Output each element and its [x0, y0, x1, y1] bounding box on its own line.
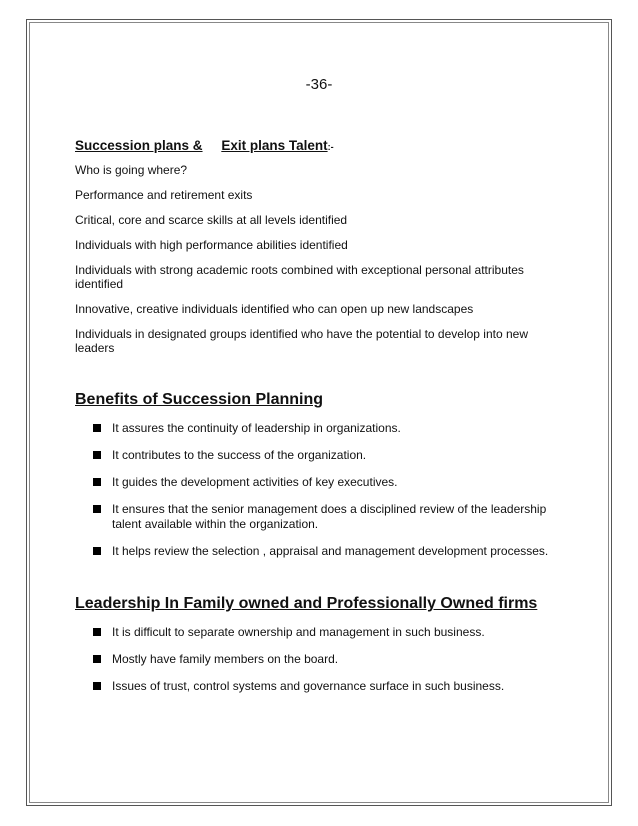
paragraph-line: Individuals in designated groups identified who have the potential to develop into new leaders	[75, 327, 528, 355]
bullet-square-icon	[93, 655, 101, 663]
heading-suffix: :-	[327, 142, 334, 152]
benefits-list	[75, 421, 565, 559]
section-heading-succession-plans	[75, 138, 565, 153]
bullet-square-icon	[93, 451, 101, 459]
bullet-square-icon	[93, 424, 101, 432]
bullet-square-icon	[93, 682, 101, 690]
page-number: -36-	[305, 76, 333, 93]
list-item-text: It contributes to the success of the organization.	[112, 448, 367, 462]
list-item	[93, 544, 565, 559]
section-heading-leadership: Leadership In Family owned and Professionally Owned firms	[75, 595, 538, 612]
bullet-square-icon	[93, 547, 101, 555]
list-item	[93, 421, 565, 436]
heading-part-2: Exit plans Talent	[221, 138, 328, 153]
leadership-list	[75, 625, 565, 694]
list-item	[93, 502, 565, 532]
paragraph-line: Performance and retirement exits	[75, 188, 253, 202]
list-item	[93, 448, 565, 463]
list-item	[93, 475, 565, 490]
list-item-text: It ensures that the senior management does a disciplined review of the leadership talent available within the organization.	[112, 502, 547, 531]
list-item	[93, 652, 565, 667]
section-heading-benefits: Benefits of Succession Planning	[75, 391, 324, 408]
list-item-text: It guides the development activities of key executives.	[112, 475, 398, 489]
list-item-text: It assures the continuity of leadership in organizations.	[112, 421, 401, 435]
paragraph-line: Individuals with high performance abilities identified	[75, 238, 348, 252]
paragraph-line: Individuals with strong academic roots combined with exceptional personal attributes identified	[75, 263, 524, 291]
list-item	[93, 625, 565, 640]
list-item-text: It helps review the selection , appraisal and management development processes.	[112, 544, 549, 558]
bullet-square-icon	[93, 628, 101, 636]
list-item-text: Mostly have family members on the board.	[112, 652, 339, 666]
list-item	[93, 679, 565, 694]
paragraph-line: Innovative, creative individuals identified who can open up new landscapes	[75, 302, 474, 316]
bullet-square-icon	[93, 505, 101, 513]
page-content	[75, 138, 565, 706]
list-item-text: It is difficult to separate ownership and management in such business.	[112, 625, 485, 639]
bullet-square-icon	[93, 478, 101, 486]
heading-part-1: Succession plans &	[75, 138, 203, 153]
paragraph-line: Who is going where?	[75, 163, 188, 177]
list-item-text: Issues of trust, control systems and governance surface in such business.	[112, 679, 505, 693]
paragraph-line: Critical, core and scarce skills at all levels identified	[75, 213, 348, 227]
